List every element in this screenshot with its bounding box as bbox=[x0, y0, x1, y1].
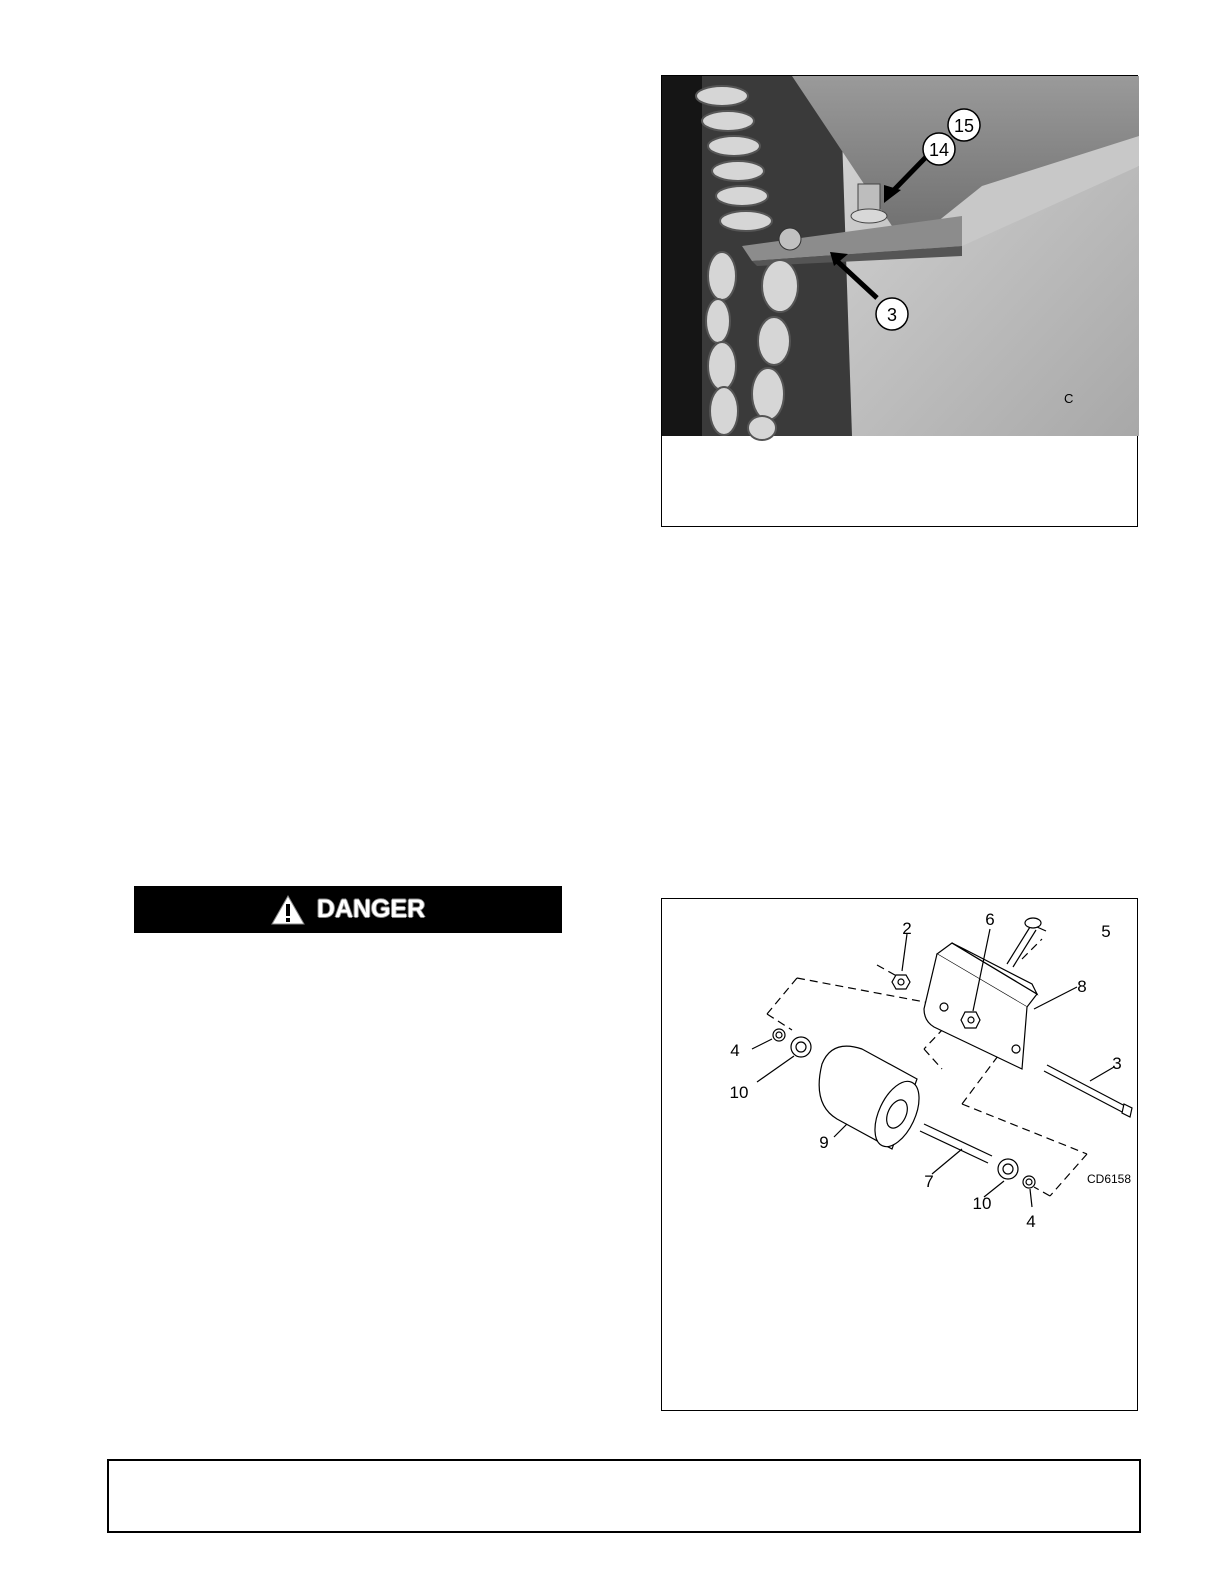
parts-drawing-figure bbox=[661, 898, 1138, 1411]
callout-3 bbox=[876, 298, 908, 330]
callout-3-label: 3 bbox=[886, 305, 898, 325]
callout-4-left: 4 bbox=[730, 1041, 740, 1060]
roller-assembly-drawing bbox=[662, 899, 1139, 1412]
callout-3: 3 bbox=[1112, 1054, 1122, 1073]
danger-label: DANGER bbox=[316, 895, 426, 923]
callout-2: 2 bbox=[902, 919, 912, 938]
callout-15-label: 15 bbox=[953, 116, 975, 136]
callout-15 bbox=[948, 109, 980, 141]
callout-6: 6 bbox=[985, 910, 995, 929]
corner-mark: C bbox=[1064, 391, 1074, 406]
callout-10-left: 10 bbox=[729, 1083, 749, 1102]
drawing-id: CD6158 bbox=[1087, 1172, 1132, 1186]
callout-4-right: 4 bbox=[1026, 1212, 1036, 1231]
callout-14 bbox=[923, 133, 955, 165]
callout-5: 5 bbox=[1101, 922, 1111, 941]
chain-mount-photo bbox=[662, 76, 1139, 528]
footer-box bbox=[107, 1459, 1141, 1533]
danger-banner bbox=[134, 886, 562, 933]
warning-triangle-icon bbox=[271, 895, 305, 925]
callout-10-right: 10 bbox=[972, 1194, 992, 1213]
callout-14-label: 14 bbox=[928, 140, 950, 160]
callout-8: 8 bbox=[1077, 977, 1087, 996]
callout-9: 9 bbox=[819, 1133, 829, 1152]
photo-figure bbox=[661, 75, 1138, 527]
callout-7: 7 bbox=[924, 1172, 934, 1191]
